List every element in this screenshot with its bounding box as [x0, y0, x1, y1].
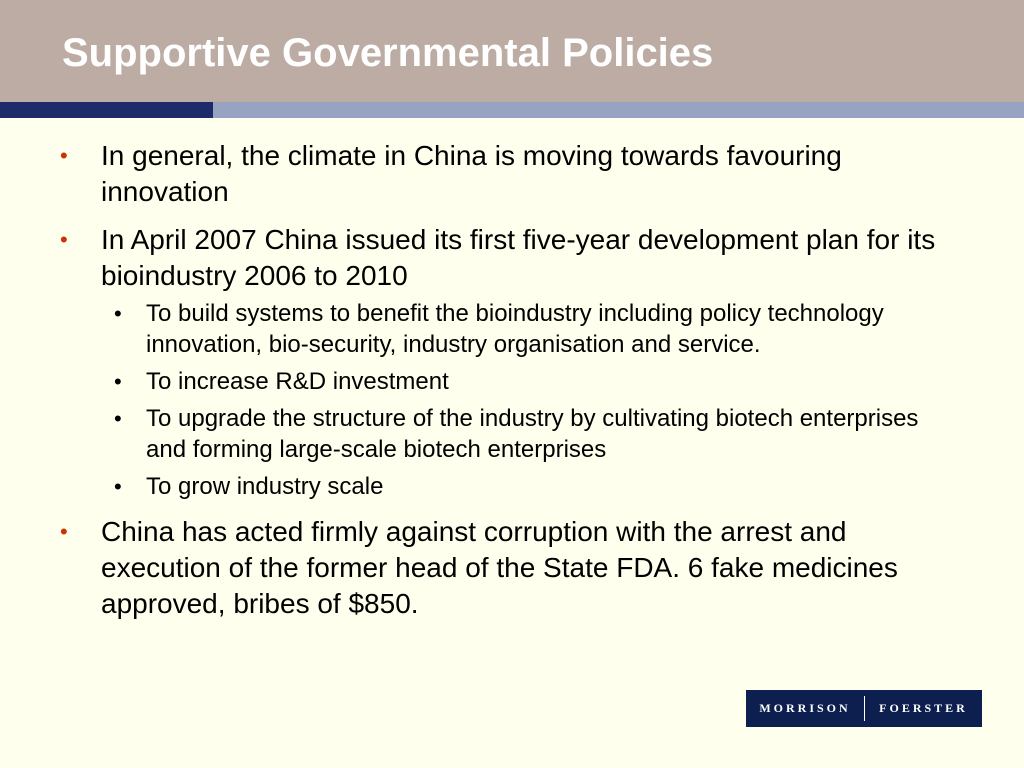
logo-left-text: MORRISON	[759, 701, 851, 715]
slide-content	[0, 138, 1024, 634]
sub-bullet-icon: •	[114, 369, 122, 394]
sub-bullet-icon: •	[114, 301, 122, 326]
sub-bullet-text: To grow industry scale	[146, 473, 384, 500]
bullet-icon: •	[60, 227, 68, 252]
sub-bullet-item	[0, 366, 1024, 397]
sub-bullet-icon: •	[114, 474, 122, 499]
title-bar	[0, 0, 1024, 102]
bullet-text: China has acted firmly against corruption with the arrest and execution of the former head of the State FDA. 6 fake medicines approved, bribes of $850.	[101, 516, 898, 619]
bullet-item	[0, 222, 1024, 294]
header-rule-light	[213, 102, 1024, 118]
sub-bullet-text: To build systems to benefit the bioindustry including policy technology innovation, bio-security, industry organisation and service.	[146, 300, 884, 358]
header-rule-dark	[0, 102, 213, 118]
bullet-icon: •	[60, 519, 68, 544]
sub-bullet-text: To upgrade the structure of the industry by cultivating biotech enterprises and forming large-scale biotech enterprises	[146, 405, 919, 463]
slide-title: Supportive Governmental Policies	[62, 31, 714, 75]
bullet-item	[0, 138, 1024, 210]
morrison-foerster-logo	[746, 690, 982, 727]
bullet-icon: •	[60, 143, 68, 168]
sub-bullet-item	[0, 403, 1024, 465]
sub-bullet-item	[0, 471, 1024, 502]
bullet-item	[0, 514, 1024, 622]
sub-bullet-icon: •	[114, 406, 122, 431]
logo-right-text: FOERSTER	[879, 701, 968, 715]
bullet-text: In April 2007 China issued its first five-year development plan for its bioindustry 2006 to 2010	[101, 224, 936, 291]
bullet-text: In general, the climate in China is moving towards favouring innovation	[101, 140, 842, 207]
sub-bullet-text: To increase R&D investment	[146, 368, 449, 395]
sub-bullet-item	[0, 298, 1024, 360]
sub-bullet-list	[0, 298, 1024, 502]
